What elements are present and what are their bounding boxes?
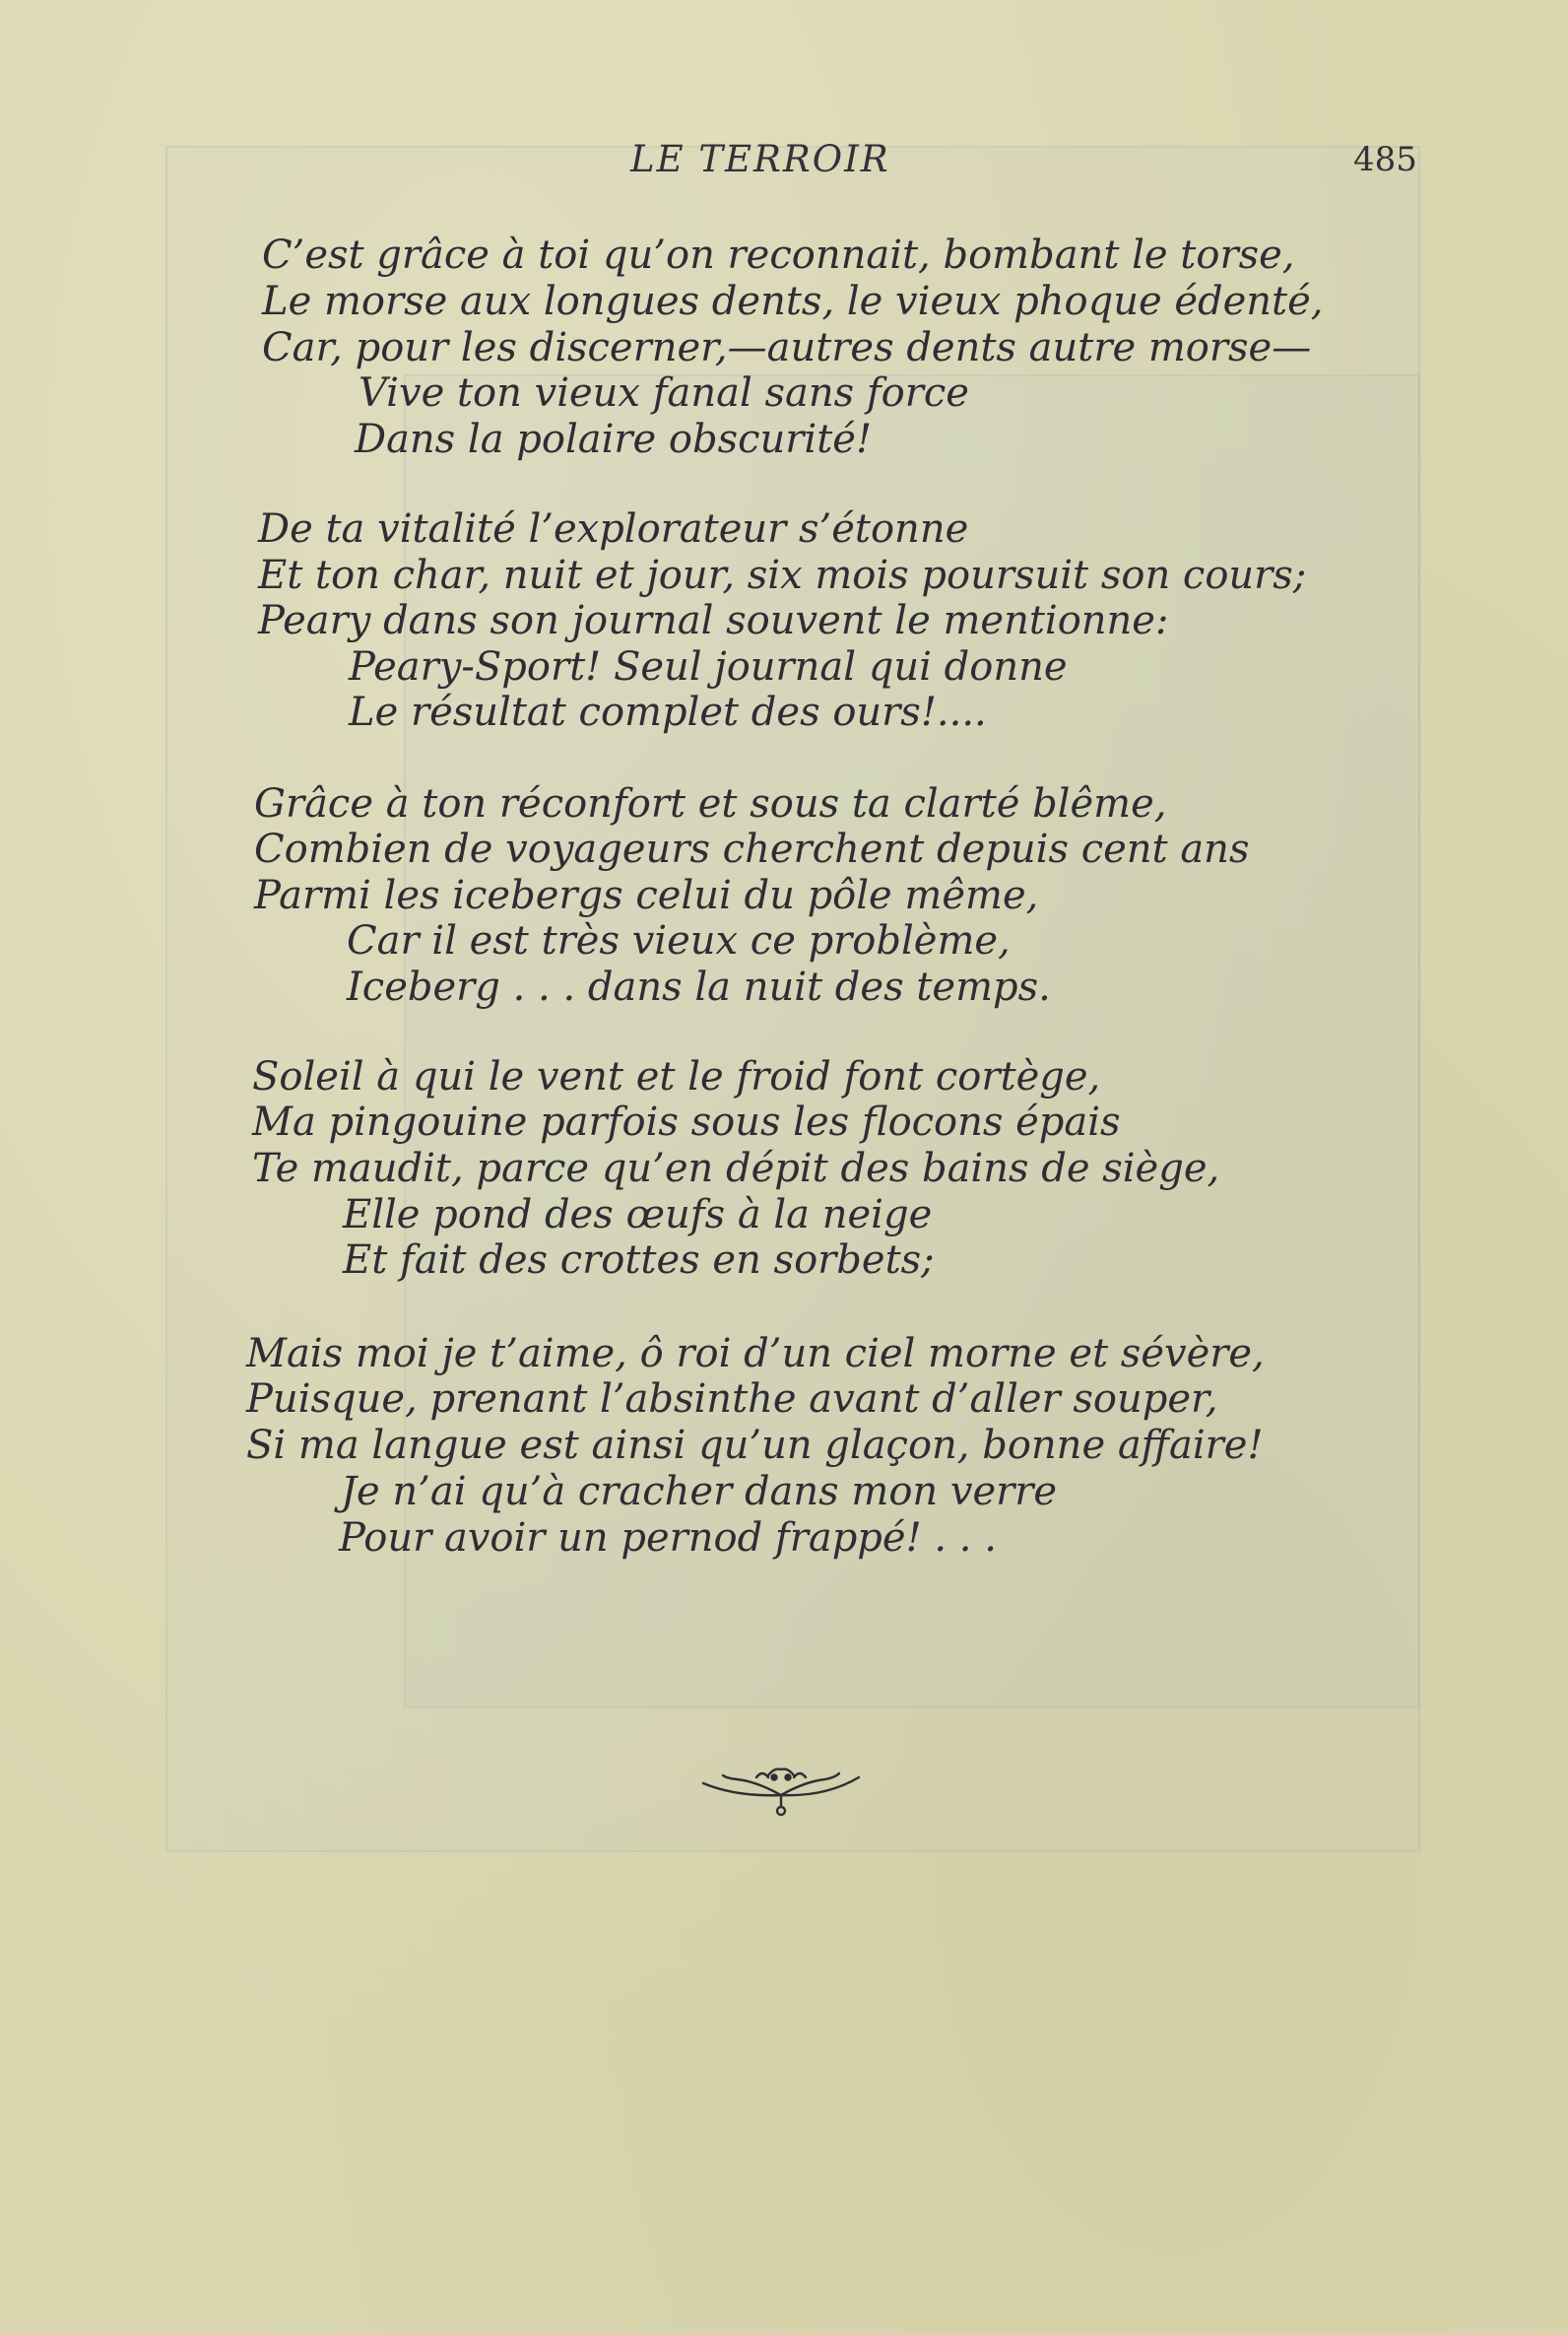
page-number: 485 (1353, 140, 1417, 179)
verse-line: De ta vitalité l’explorateur s’étonne (258, 506, 969, 552)
verse-line: Peary dans son journal souvent le mentionne: (258, 598, 1169, 643)
verse-line: Grâce à ton réconfort et sous ta clarté blême, (254, 781, 1167, 827)
verse-line: Combien de voyageurs cherchent depuis cent ans (254, 827, 1250, 872)
verse-line: Si ma langue est ainsi qu’un glaçon, bonne affaire! (246, 1423, 1264, 1468)
verse-line: Le résultat complet des ours!.... (349, 690, 987, 735)
tailpiece-ornament-icon (697, 1756, 865, 1825)
verse-line: Et fait des crottes en sorbets; (343, 1237, 935, 1283)
running-head (0, 138, 1568, 187)
verse-line: Iceberg . . . dans la nuit des temps. (347, 965, 1051, 1010)
verse-line: Car il est très vieux ce problème, (347, 918, 1011, 964)
verse-line: Ma pingouine parfois sous les flocons épais (252, 1100, 1121, 1145)
verse-line: Peary-Sport! Seul journal qui donne (349, 644, 1068, 690)
verse-line: Te maudit, parce qu’en dépit des bains de siège, (252, 1146, 1220, 1191)
verse-line: Je n’ai qu’à cracher dans mon verre (341, 1469, 1058, 1514)
verse-line: Le morse aux longues dents, le vieux phoque édenté, (262, 279, 1324, 324)
verse-line: Car, pour les discerner,—autres dents autre morse— (262, 325, 1312, 370)
verse-line: Soleil à qui le vent et le froid font cortège, (252, 1054, 1101, 1100)
verse-line: Pour avoir un pernod frappé! . . . (339, 1515, 997, 1561)
running-title: LE TERROIR (630, 138, 890, 180)
verse-line: Vive ton vieux fanal sans force (359, 370, 969, 416)
verse-line: C’est grâce à toi qu’on reconnait, bombant le torse, (262, 233, 1295, 278)
verse-line: Mais moi je t’aime, ô roi d’un ciel morne et sévère, (246, 1331, 1265, 1376)
verse-line: Puisque, prenant l’absinthe avant d’aller souper, (246, 1376, 1218, 1422)
verse-line: Dans la polaire obscurité! (355, 417, 873, 462)
verse-line: Et ton char, nuit et jour, six mois poursuit son cours; (258, 553, 1307, 598)
verse-line: Parmi les icebergs celui du pôle même, (254, 873, 1039, 918)
verse-line: Elle pond des œufs à la neige (343, 1192, 933, 1237)
